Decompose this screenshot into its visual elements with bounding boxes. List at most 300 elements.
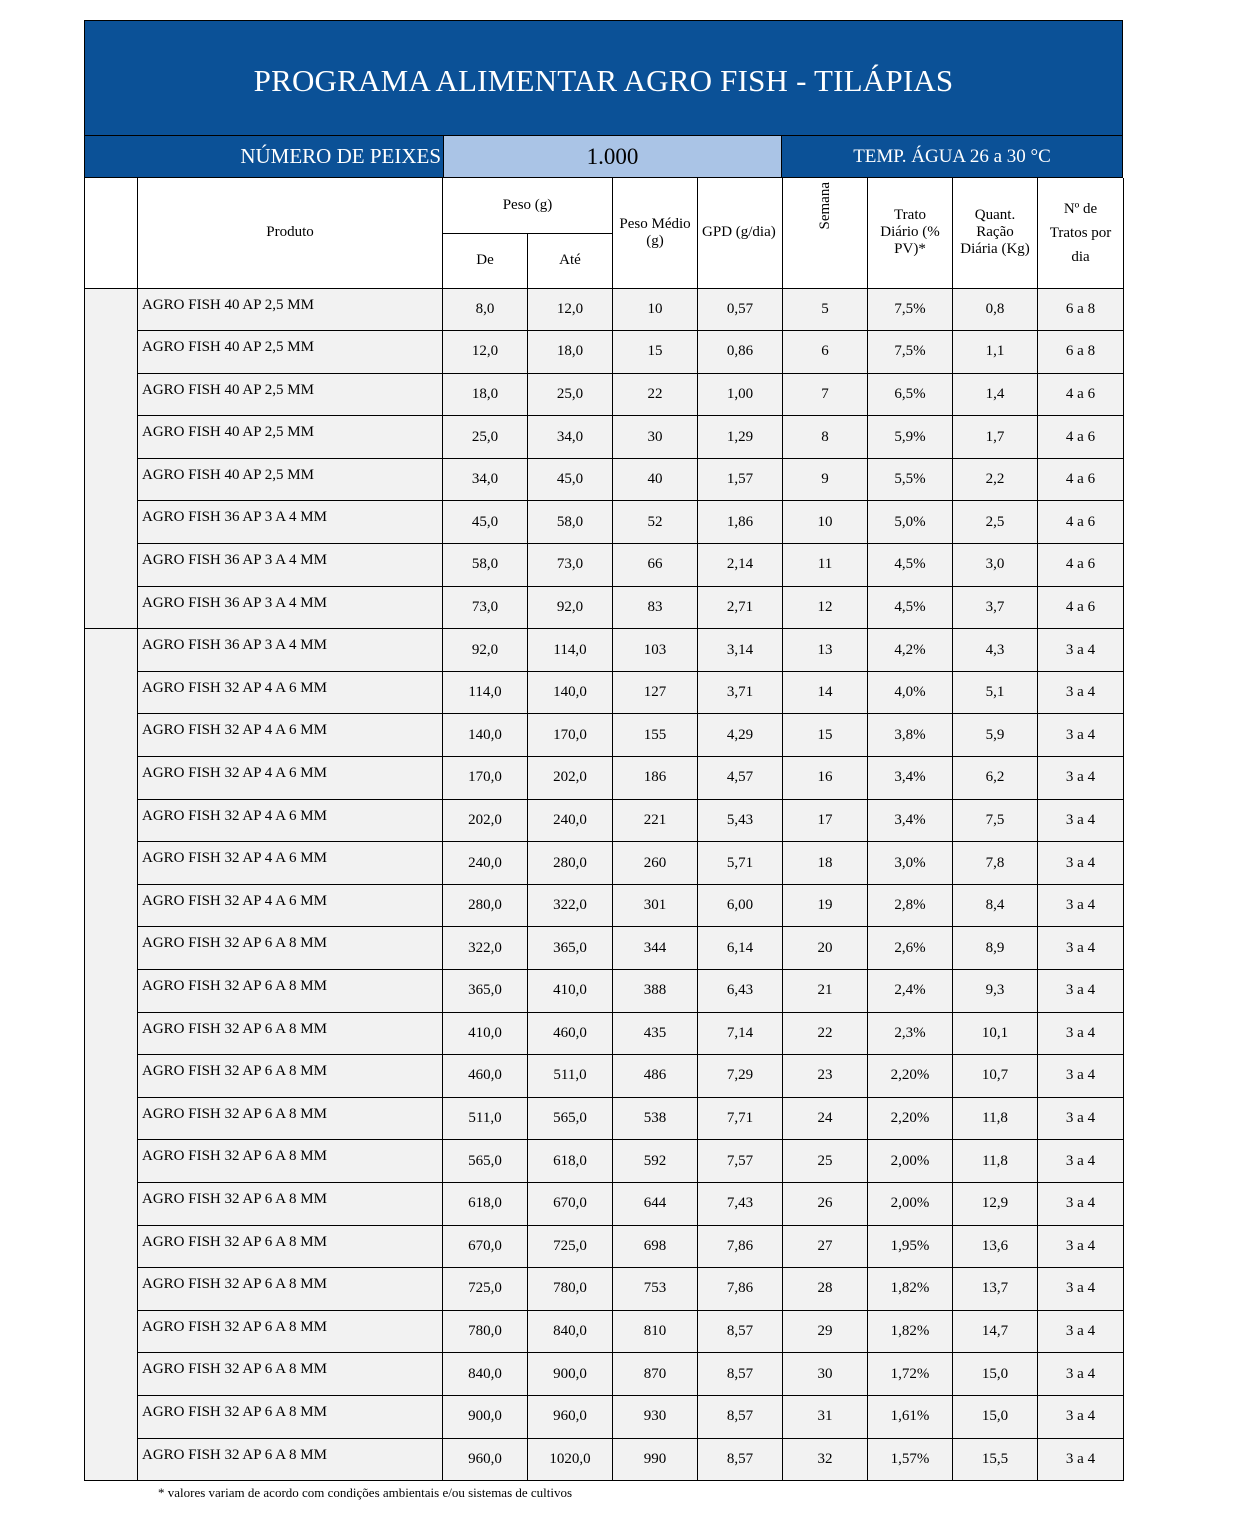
cell-semana: 5 — [783, 288, 868, 331]
cell-ate: 170,0 — [528, 714, 613, 757]
cell-de: 280,0 — [443, 884, 528, 927]
cell-tratos: 3 a 4 — [1038, 1097, 1124, 1140]
cell-produto: AGRO FISH 32 AP 6 A 8 MM — [138, 1055, 443, 1098]
cell-gpd: 3,71 — [698, 671, 783, 714]
cell-semana: 25 — [783, 1140, 868, 1183]
cell-semana: 22 — [783, 1012, 868, 1055]
table-row — [85, 757, 1124, 800]
cell-ate: 511,0 — [528, 1055, 613, 1098]
cell-trato: 6,5% — [868, 373, 953, 416]
cell-produto: AGRO FISH 32 AP 6 A 8 MM — [138, 1353, 443, 1396]
table-row — [85, 373, 1124, 416]
info-row — [84, 136, 1123, 178]
cell-semana: 32 — [783, 1438, 868, 1481]
cell-medio: 538 — [613, 1097, 698, 1140]
cell-ate: 365,0 — [528, 927, 613, 970]
cell-gpd: 2,14 — [698, 544, 783, 587]
cell-ate: 140,0 — [528, 671, 613, 714]
cell-produto: AGRO FISH 36 AP 3 A 4 MM — [138, 544, 443, 587]
cell-semana: 15 — [783, 714, 868, 757]
cell-ate: 240,0 — [528, 799, 613, 842]
cell-semana: 26 — [783, 1182, 868, 1225]
cell-ate: 780,0 — [528, 1268, 613, 1311]
table-row — [85, 1310, 1124, 1353]
cell-quant: 2,5 — [953, 501, 1038, 544]
cell-medio: 186 — [613, 757, 698, 800]
cell-de: 565,0 — [443, 1140, 528, 1183]
cell-gpd: 7,43 — [698, 1182, 783, 1225]
title-bar — [84, 20, 1123, 136]
cell-trato: 4,0% — [868, 671, 953, 714]
cell-semana: 29 — [783, 1310, 868, 1353]
cell-medio: 66 — [613, 544, 698, 587]
cell-trato: 2,20% — [868, 1055, 953, 1098]
header-gpd-text: GPD (g/dia) — [702, 224, 776, 241]
table-row — [85, 927, 1124, 970]
water-temp-label: TEMP. ÁGUA 26 a 30 °C — [782, 136, 1122, 177]
cell-tratos: 3 a 4 — [1038, 1395, 1124, 1438]
cell-ate: 280,0 — [528, 842, 613, 885]
cell-de: 140,0 — [443, 714, 528, 757]
cell-medio: 83 — [613, 586, 698, 629]
table-row — [85, 1140, 1124, 1183]
cell-gpd: 7,29 — [698, 1055, 783, 1098]
cell-produto: AGRO FISH 36 AP 3 A 4 MM — [138, 501, 443, 544]
cell-trato: 2,6% — [868, 927, 953, 970]
cell-semana: 19 — [783, 884, 868, 927]
cell-medio: 592 — [613, 1140, 698, 1183]
table-row — [85, 970, 1124, 1013]
header-peso-medio — [613, 178, 698, 288]
cell-gpd: 7,86 — [698, 1225, 783, 1268]
cell-trato: 1,61% — [868, 1395, 953, 1438]
cell-ate: 900,0 — [528, 1353, 613, 1396]
cell-ate: 840,0 — [528, 1310, 613, 1353]
cell-trato: 1,95% — [868, 1225, 953, 1268]
cell-tratos: 3 a 4 — [1038, 970, 1124, 1013]
cell-de: 34,0 — [443, 458, 528, 501]
cell-quant: 2,2 — [953, 458, 1038, 501]
cell-tratos: 3 a 4 — [1038, 1055, 1124, 1098]
cell-trato: 4,2% — [868, 629, 953, 672]
cell-ate: 45,0 — [528, 458, 613, 501]
cell-trato: 4,5% — [868, 544, 953, 587]
cell-quant: 0,8 — [953, 288, 1038, 331]
header-quant-text: Quant. Ração Diária (Kg) — [960, 207, 1030, 258]
cell-quant: 6,2 — [953, 757, 1038, 800]
header-trato-text: Trato Diário (% PV)* — [880, 207, 940, 258]
footnote: * valores variam de acordo com condições ambientais e/ou sistemas de cultivos — [158, 1485, 573, 1500]
table-row — [85, 842, 1124, 885]
cell-ate: 565,0 — [528, 1097, 613, 1140]
cell-quant: 11,8 — [953, 1140, 1038, 1183]
cell-semana: 7 — [783, 373, 868, 416]
cell-quant: 3,0 — [953, 544, 1038, 587]
cell-de: 12,0 — [443, 331, 528, 374]
cell-quant: 10,7 — [953, 1055, 1038, 1098]
table-row — [85, 1182, 1124, 1225]
cell-quant: 8,4 — [953, 884, 1038, 927]
header-tratos-dia — [1038, 178, 1124, 288]
cell-produto: AGRO FISH 32 AP 4 A 6 MM — [138, 799, 443, 842]
cell-tratos: 3 a 4 — [1038, 799, 1124, 842]
cell-tratos: 3 a 4 — [1038, 671, 1124, 714]
cell-medio: 30 — [613, 416, 698, 459]
cell-produto: AGRO FISH 40 AP 2,5 MM — [138, 373, 443, 416]
cell-de: 725,0 — [443, 1268, 528, 1311]
cell-semana: 28 — [783, 1268, 868, 1311]
cell-de: 670,0 — [443, 1225, 528, 1268]
cell-semana: 24 — [783, 1097, 868, 1140]
cell-produto: AGRO FISH 40 AP 2,5 MM — [138, 331, 443, 374]
feeding-table — [84, 178, 1124, 1481]
cell-gpd: 8,57 — [698, 1395, 783, 1438]
table-row — [85, 331, 1124, 374]
group-cell-first — [85, 288, 138, 629]
cell-trato: 3,0% — [868, 842, 953, 885]
cell-quant: 1,1 — [953, 331, 1038, 374]
cell-gpd: 8,57 — [698, 1310, 783, 1353]
header-semana-text: Semana — [816, 182, 833, 230]
cell-tratos: 3 a 4 — [1038, 1225, 1124, 1268]
cell-de: 58,0 — [443, 544, 528, 587]
cell-trato: 5,0% — [868, 501, 953, 544]
cell-quant: 14,7 — [953, 1310, 1038, 1353]
cell-trato: 7,5% — [868, 331, 953, 374]
cell-medio: 40 — [613, 458, 698, 501]
cell-tratos: 4 a 6 — [1038, 544, 1124, 587]
cell-tratos: 6 a 8 — [1038, 331, 1124, 374]
cell-de: 73,0 — [443, 586, 528, 629]
cell-gpd: 3,14 — [698, 629, 783, 672]
cell-de: 618,0 — [443, 1182, 528, 1225]
cell-medio: 301 — [613, 884, 698, 927]
cell-quant: 7,8 — [953, 842, 1038, 885]
cell-de: 114,0 — [443, 671, 528, 714]
cell-medio: 698 — [613, 1225, 698, 1268]
cell-semana: 31 — [783, 1395, 868, 1438]
header-peso: Peso (g) — [443, 178, 613, 233]
cell-medio: 753 — [613, 1268, 698, 1311]
cell-trato: 3,8% — [868, 714, 953, 757]
cell-trato: 2,3% — [868, 1012, 953, 1055]
cell-gpd: 7,57 — [698, 1140, 783, 1183]
header-trato — [868, 178, 953, 288]
cell-de: 202,0 — [443, 799, 528, 842]
group-cell-second — [85, 629, 138, 1481]
cell-tratos: 3 a 4 — [1038, 629, 1124, 672]
cell-trato: 2,20% — [868, 1097, 953, 1140]
cell-gpd: 8,57 — [698, 1353, 783, 1396]
cell-medio: 15 — [613, 331, 698, 374]
cell-semana: 21 — [783, 970, 868, 1013]
cell-de: 240,0 — [443, 842, 528, 885]
table-row — [85, 501, 1124, 544]
cell-produto: AGRO FISH 40 AP 2,5 MM — [138, 416, 443, 459]
cell-ate: 58,0 — [528, 501, 613, 544]
header-semana — [783, 178, 868, 288]
cell-ate: 202,0 — [528, 757, 613, 800]
cell-quant: 15,5 — [953, 1438, 1038, 1481]
cell-quant: 5,1 — [953, 671, 1038, 714]
cell-produto: AGRO FISH 40 AP 2,5 MM — [138, 288, 443, 331]
cell-produto: AGRO FISH 36 AP 3 A 4 MM — [138, 586, 443, 629]
cell-ate: 1020,0 — [528, 1438, 613, 1481]
table-row — [85, 1097, 1124, 1140]
cell-trato: 5,9% — [868, 416, 953, 459]
cell-tratos: 3 a 4 — [1038, 1310, 1124, 1353]
cell-de: 960,0 — [443, 1438, 528, 1481]
table-row — [85, 1055, 1124, 1098]
cell-semana: 20 — [783, 927, 868, 970]
cell-medio: 155 — [613, 714, 698, 757]
cell-trato: 2,4% — [868, 970, 953, 1013]
cell-produto: AGRO FISH 36 AP 3 A 4 MM — [138, 629, 443, 672]
header-quant — [953, 178, 1038, 288]
cell-semana: 6 — [783, 331, 868, 374]
cell-de: 322,0 — [443, 927, 528, 970]
cell-produto: AGRO FISH 32 AP 4 A 6 MM — [138, 884, 443, 927]
cell-de: 18,0 — [443, 373, 528, 416]
cell-produto: AGRO FISH 32 AP 6 A 8 MM — [138, 1225, 443, 1268]
cell-trato: 2,00% — [868, 1182, 953, 1225]
cell-tratos: 3 a 4 — [1038, 842, 1124, 885]
cell-gpd: 4,57 — [698, 757, 783, 800]
cell-ate: 34,0 — [528, 416, 613, 459]
cell-produto: AGRO FISH 32 AP 6 A 8 MM — [138, 1310, 443, 1353]
cell-ate: 18,0 — [528, 331, 613, 374]
cell-medio: 260 — [613, 842, 698, 885]
cell-tratos: 3 a 4 — [1038, 1182, 1124, 1225]
cell-gpd: 1,57 — [698, 458, 783, 501]
cell-tratos: 4 a 6 — [1038, 458, 1124, 501]
cell-tratos: 3 a 4 — [1038, 714, 1124, 757]
cell-de: 25,0 — [443, 416, 528, 459]
cell-quant: 15,0 — [953, 1395, 1038, 1438]
cell-ate: 410,0 — [528, 970, 613, 1013]
cell-produto: AGRO FISH 32 AP 6 A 8 MM — [138, 1438, 443, 1481]
cell-tratos: 6 a 8 — [1038, 288, 1124, 331]
cell-tratos: 3 a 4 — [1038, 1268, 1124, 1311]
cell-de: 780,0 — [443, 1310, 528, 1353]
cell-medio: 221 — [613, 799, 698, 842]
cell-gpd: 5,43 — [698, 799, 783, 842]
fish-count-value[interactable]: 1.000 — [443, 136, 782, 177]
cell-semana: 17 — [783, 799, 868, 842]
cell-produto: AGRO FISH 32 AP 6 A 8 MM — [138, 1140, 443, 1183]
cell-tratos: 3 a 4 — [1038, 757, 1124, 800]
cell-quant: 7,5 — [953, 799, 1038, 842]
table-row — [85, 799, 1124, 842]
cell-trato: 1,57% — [868, 1438, 953, 1481]
feeding-program-sheet — [84, 20, 1123, 1481]
cell-produto: AGRO FISH 32 AP 6 A 8 MM — [138, 1012, 443, 1055]
cell-semana: 27 — [783, 1225, 868, 1268]
table-row — [85, 1353, 1124, 1396]
cell-ate: 670,0 — [528, 1182, 613, 1225]
cell-quant: 13,6 — [953, 1225, 1038, 1268]
cell-de: 410,0 — [443, 1012, 528, 1055]
cell-gpd: 6,14 — [698, 927, 783, 970]
table-row — [85, 1438, 1124, 1481]
cell-semana: 14 — [783, 671, 868, 714]
cell-semana: 30 — [783, 1353, 868, 1396]
cell-ate: 92,0 — [528, 586, 613, 629]
header-produto: Produto — [138, 178, 443, 288]
cell-ate: 12,0 — [528, 288, 613, 331]
cell-semana: 23 — [783, 1055, 868, 1098]
cell-quant: 12,9 — [953, 1182, 1038, 1225]
cell-semana: 18 — [783, 842, 868, 885]
table-row — [85, 416, 1124, 459]
cell-medio: 127 — [613, 671, 698, 714]
cell-tratos: 3 a 4 — [1038, 1140, 1124, 1183]
cell-semana: 16 — [783, 757, 868, 800]
table-row — [85, 1268, 1124, 1311]
cell-medio: 930 — [613, 1395, 698, 1438]
table-row — [85, 884, 1124, 927]
cell-quant: 4,3 — [953, 629, 1038, 672]
cell-medio: 644 — [613, 1182, 698, 1225]
page-title: PROGRAMA ALIMENTAR AGRO FISH - TILÁPIAS — [253, 63, 954, 98]
cell-trato: 3,4% — [868, 757, 953, 800]
cell-medio: 810 — [613, 1310, 698, 1353]
cell-quant: 10,1 — [953, 1012, 1038, 1055]
cell-tratos: 3 a 4 — [1038, 884, 1124, 927]
table-body — [85, 288, 1124, 1481]
table-row — [85, 544, 1124, 587]
cell-gpd: 5,71 — [698, 842, 783, 885]
header-de: De — [443, 233, 528, 288]
cell-tratos: 3 a 4 — [1038, 1012, 1124, 1055]
header-tratos-dia-text: Nº de Tratos por dia — [1049, 200, 1112, 265]
cell-trato: 1,82% — [868, 1268, 953, 1311]
cell-gpd: 6,00 — [698, 884, 783, 927]
cell-ate: 322,0 — [528, 884, 613, 927]
cell-trato: 1,72% — [868, 1353, 953, 1396]
cell-de: 365,0 — [443, 970, 528, 1013]
table-row — [85, 671, 1124, 714]
cell-gpd: 1,29 — [698, 416, 783, 459]
cell-trato: 7,5% — [868, 288, 953, 331]
table-row — [85, 1225, 1124, 1268]
table-row — [85, 629, 1124, 672]
cell-de: 900,0 — [443, 1395, 528, 1438]
cell-tratos: 4 a 6 — [1038, 373, 1124, 416]
cell-medio: 870 — [613, 1353, 698, 1396]
cell-quant: 5,9 — [953, 714, 1038, 757]
cell-medio: 22 — [613, 373, 698, 416]
cell-de: 460,0 — [443, 1055, 528, 1098]
cell-semana: 9 — [783, 458, 868, 501]
cell-produto: AGRO FISH 32 AP 6 A 8 MM — [138, 1097, 443, 1140]
cell-gpd: 7,71 — [698, 1097, 783, 1140]
cell-trato: 5,5% — [868, 458, 953, 501]
cell-semana: 13 — [783, 629, 868, 672]
fish-count-label: NÚMERO DE PEIXES — [85, 136, 443, 177]
cell-tratos: 3 a 4 — [1038, 927, 1124, 970]
cell-de: 511,0 — [443, 1097, 528, 1140]
cell-tratos: 4 a 6 — [1038, 501, 1124, 544]
cell-semana: 10 — [783, 501, 868, 544]
cell-quant: 1,7 — [953, 416, 1038, 459]
cell-produto: AGRO FISH 32 AP 4 A 6 MM — [138, 714, 443, 757]
cell-de: 45,0 — [443, 501, 528, 544]
cell-produto: AGRO FISH 32 AP 4 A 6 MM — [138, 757, 443, 800]
header-peso-medio-text: Peso Médio (g) — [619, 215, 691, 249]
cell-medio: 435 — [613, 1012, 698, 1055]
cell-tratos: 3 a 4 — [1038, 1438, 1124, 1481]
cell-medio: 486 — [613, 1055, 698, 1098]
cell-quant: 11,8 — [953, 1097, 1038, 1140]
cell-ate: 618,0 — [528, 1140, 613, 1183]
cell-trato: 2,00% — [868, 1140, 953, 1183]
table-row — [85, 458, 1124, 501]
corner-cell — [85, 178, 138, 288]
cell-trato: 1,82% — [868, 1310, 953, 1353]
cell-quant: 15,0 — [953, 1353, 1038, 1396]
cell-ate: 73,0 — [528, 544, 613, 587]
cell-tratos: 4 a 6 — [1038, 416, 1124, 459]
cell-gpd: 7,86 — [698, 1268, 783, 1311]
cell-produto: AGRO FISH 32 AP 6 A 8 MM — [138, 1395, 443, 1438]
cell-quant: 9,3 — [953, 970, 1038, 1013]
cell-de: 92,0 — [443, 629, 528, 672]
cell-produto: AGRO FISH 40 AP 2,5 MM — [138, 458, 443, 501]
cell-gpd: 4,29 — [698, 714, 783, 757]
cell-trato: 3,4% — [868, 799, 953, 842]
cell-gpd: 1,00 — [698, 373, 783, 416]
cell-gpd: 7,14 — [698, 1012, 783, 1055]
cell-quant: 8,9 — [953, 927, 1038, 970]
cell-quant: 13,7 — [953, 1268, 1038, 1311]
cell-ate: 460,0 — [528, 1012, 613, 1055]
header-gpd — [698, 178, 783, 288]
cell-produto: AGRO FISH 32 AP 4 A 6 MM — [138, 842, 443, 885]
cell-semana: 12 — [783, 586, 868, 629]
table-row — [85, 714, 1124, 757]
cell-ate: 114,0 — [528, 629, 613, 672]
cell-produto: AGRO FISH 32 AP 6 A 8 MM — [138, 1182, 443, 1225]
cell-tratos: 4 a 6 — [1038, 586, 1124, 629]
cell-semana: 11 — [783, 544, 868, 587]
header-ate: Até — [528, 233, 613, 288]
cell-de: 840,0 — [443, 1353, 528, 1396]
cell-medio: 344 — [613, 927, 698, 970]
table-row — [85, 586, 1124, 629]
cell-produto: AGRO FISH 32 AP 6 A 8 MM — [138, 970, 443, 1013]
cell-gpd: 6,43 — [698, 970, 783, 1013]
cell-de: 8,0 — [443, 288, 528, 331]
cell-gpd: 2,71 — [698, 586, 783, 629]
cell-medio: 103 — [613, 629, 698, 672]
cell-gpd: 0,57 — [698, 288, 783, 331]
cell-produto: AGRO FISH 32 AP 6 A 8 MM — [138, 927, 443, 970]
cell-medio: 10 — [613, 288, 698, 331]
cell-produto: AGRO FISH 32 AP 6 A 8 MM — [138, 1268, 443, 1311]
cell-gpd: 8,57 — [698, 1438, 783, 1481]
table-row — [85, 288, 1124, 331]
cell-trato: 4,5% — [868, 586, 953, 629]
cell-ate: 725,0 — [528, 1225, 613, 1268]
cell-quant: 1,4 — [953, 373, 1038, 416]
cell-gpd: 0,86 — [698, 331, 783, 374]
cell-gpd: 1,86 — [698, 501, 783, 544]
table-row — [85, 1395, 1124, 1438]
table-row — [85, 1012, 1124, 1055]
cell-tratos: 3 a 4 — [1038, 1353, 1124, 1396]
cell-produto: AGRO FISH 32 AP 4 A 6 MM — [138, 671, 443, 714]
